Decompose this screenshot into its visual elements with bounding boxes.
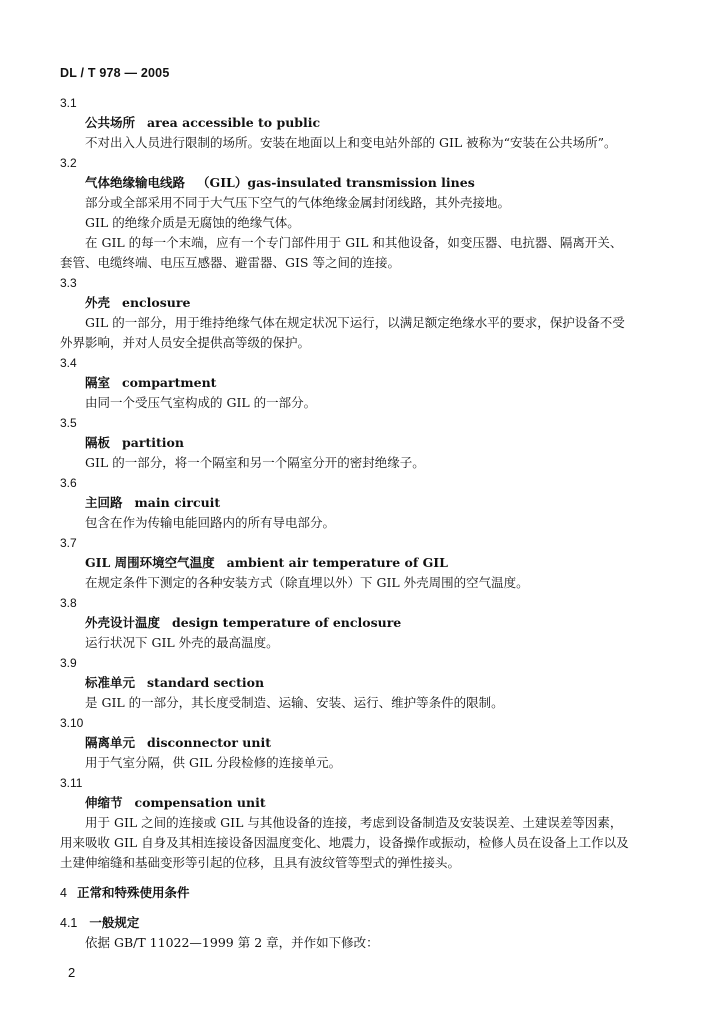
clause-number: 3.7 (60, 536, 77, 550)
spacer (0, 873, 701, 883)
term-english: main circuit (134, 495, 221, 510)
term-heading (0, 793, 701, 813)
term-english: ambient air temperature of GIL (226, 555, 448, 570)
definition-text: 用于 GIL 之间的连接或 GIL 与其他设备的连接，考虑到设备制造及安装误差、土建误差等因素， (85, 815, 623, 830)
term-chinese: 隔室 (85, 375, 111, 390)
term-english: area accessible to public (147, 115, 321, 130)
definition-text: 不对出入人员进行限制的场所。安装在地面以上和变电站外部的 GIL 被称为“安装在公共场所”。 (85, 135, 617, 150)
subsection-heading (0, 913, 701, 933)
spacer (0, 903, 701, 913)
definition-text: GIL 的绝缘介质是无腐蚀的绝缘气体。 (85, 215, 300, 230)
definition-text: 土建伸缩缝和基础变形等引起的位移，且具有波纹管等型式的弹性接头。 (60, 855, 461, 870)
definitions-body (0, 93, 701, 953)
definition-text: 运行状况下 GIL 外壳的最高温度。 (85, 635, 279, 650)
term-english: （GIL）gas-insulated transmission lines (197, 175, 475, 190)
term-chinese: 隔板 (85, 435, 111, 450)
term-chinese: 外壳 (85, 295, 111, 310)
page-number: 2 (68, 965, 76, 980)
term-heading (0, 553, 701, 573)
term-heading (0, 293, 701, 313)
term-heading (0, 373, 701, 393)
term-heading (0, 173, 701, 193)
definition-text: 是 GIL 的一部分，其长度受制造、运输、安装、运行、维护等条件的限制。 (85, 695, 504, 710)
term-english: enclosure (122, 295, 191, 310)
term-chinese: 隔离单元 (85, 735, 136, 750)
term-chinese: 气体绝缘输电线路 (85, 175, 186, 190)
clause-number: 3.3 (60, 276, 77, 290)
term-english: compartment (122, 375, 217, 390)
subsection-number: 4.1 (60, 916, 78, 930)
clause-number: 3.10 (60, 716, 84, 730)
term-english: disconnector unit (147, 735, 271, 750)
section-title: 正常和特殊使用条件 (76, 885, 190, 900)
definition-text: 用于气室分隔，供 GIL 分段检修的连接单元。 (85, 755, 342, 770)
definition-text: GIL 的一部分，将一个隔室和另一个隔室分开的密封绝缘子。 (85, 455, 425, 470)
definition-text: 由同一个受压气室构成的 GIL 的一部分。 (85, 395, 317, 410)
definition-text: 在 GIL 的每一个末端，应有一个专门部件用于 GIL 和其他设备，如变压器、电抗器、隔离开关、 (85, 235, 623, 250)
term-heading (0, 673, 701, 693)
clause-number: 3.11 (60, 776, 83, 790)
definition-text: GIL 的一部分，用于维持绝缘气体在规定状况下运行，以满足额定绝缘水平的要求，保护设备不受 (85, 315, 625, 330)
clause-number: 3.5 (60, 416, 77, 430)
clause-number: 3.4 (60, 356, 77, 370)
definition-text: 包含在作为传输电能回路内的所有导电部分。 (85, 515, 336, 530)
term-heading (0, 613, 701, 633)
term-chinese: 伸缩节 (85, 795, 123, 810)
term-heading (0, 733, 701, 753)
term-heading (0, 433, 701, 453)
definition-text: 外界影响，并对人员安全提供高等级的保护。 (60, 335, 311, 350)
term-english: compensation unit (134, 795, 266, 810)
clause-number: 3.8 (60, 596, 77, 610)
definition-text: 在规定条件下测定的各种安装方式（除直埋以外）下 GIL 外壳周围的空气温度。 (85, 575, 529, 590)
clause-number: 3.6 (60, 476, 77, 490)
term-english: standard section (147, 675, 265, 690)
definition-text: 套管、电缆终端、电压互感器、避雷器、GIS 等之间的连接。 (60, 255, 400, 270)
definition-text: 用来吸收 GIL 自身及其相连接设备因温度变化、地震力，设备操作或振动，检修人员在设备上工作以及 (60, 835, 629, 850)
running-header: DL / T 978 — 2005 (60, 66, 170, 80)
term-chinese: 主回路 (85, 495, 123, 510)
term-heading (0, 113, 701, 133)
section-heading (0, 883, 701, 903)
term-chinese: GIL 周围环境空气温度 (85, 555, 215, 570)
clause-number: 3.1 (60, 96, 77, 110)
clause-number: 3.2 (60, 156, 77, 170)
subsection-text: 依据 GB/T 11022—1999 第 2 章，并作如下修改： (85, 935, 379, 950)
term-chinese: 外壳设计温度 (85, 615, 161, 630)
term-english: partition (122, 435, 184, 450)
term-english: design temperature of enclosure (172, 615, 402, 630)
term-chinese: 公共场所 (85, 115, 136, 130)
section-number: 4 (60, 886, 67, 900)
subsection-title: 一般规定 (89, 915, 140, 930)
term-heading (0, 493, 701, 513)
term-chinese: 标准单元 (85, 675, 136, 690)
definition-text: 部分或全部采用不同于大气压下空气的气体绝缘金属封闭线路，其外壳接地。 (85, 195, 511, 210)
clause-number: 3.9 (60, 656, 77, 670)
